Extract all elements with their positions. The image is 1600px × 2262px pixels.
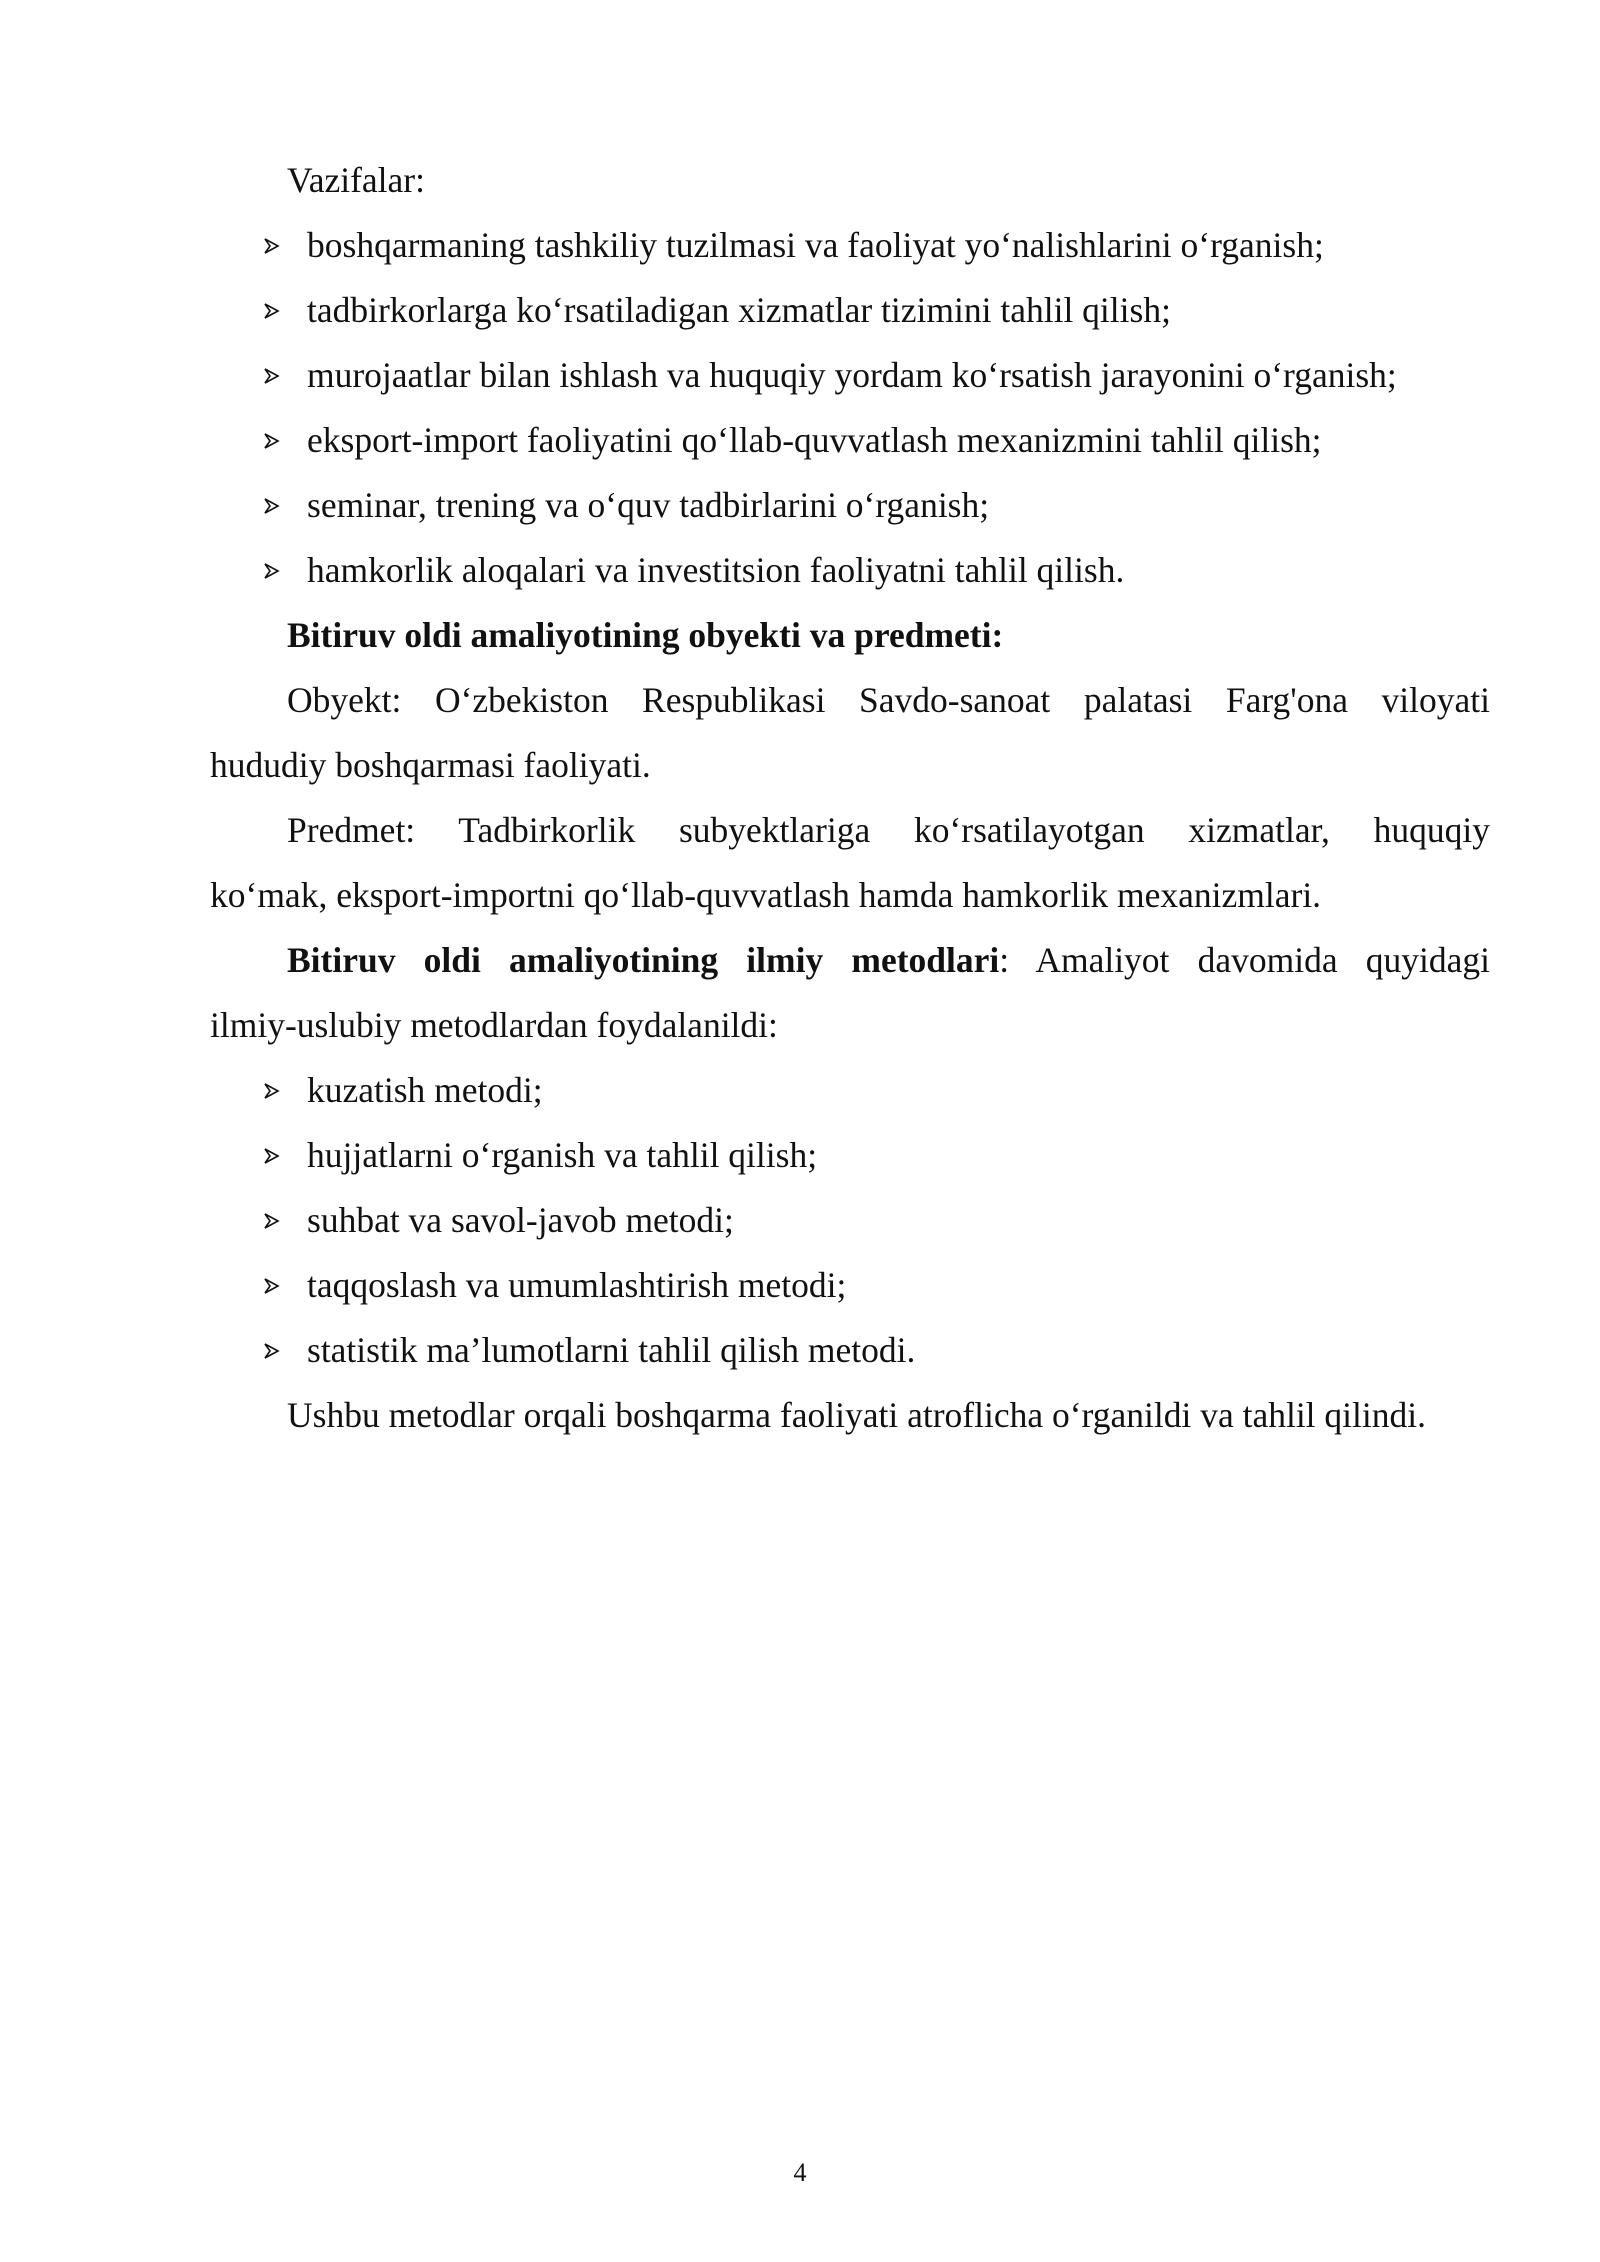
list-item	[210, 213, 1490, 278]
list-item-text: murojaatlar bilan ishlash va huquqiy yordam ko‘rsatish jarayonini o‘rganish;	[307, 355, 1397, 395]
list-item-text: statistik ma’lumotlarni tahlil qilish metodi.	[307, 1330, 916, 1370]
object-line-1: Obyekt: O‘zbekiston Respublikasi Savdo-sanoat palatasi Farg'ona viloyati	[287, 680, 1490, 720]
list-item-text: suhbat va savol-javob metodi;	[307, 1200, 734, 1240]
methods-list	[210, 1058, 1490, 1383]
list-item-text: seminar, trening va o‘quv tadbirlarini o‘rganish;	[307, 485, 990, 525]
arrowhead-bullet-icon	[258, 538, 284, 603]
document-body	[210, 148, 1490, 1448]
page-number: 4	[793, 2158, 807, 2187]
arrowhead-bullet-icon	[258, 1188, 284, 1253]
arrowhead-bullet-icon	[258, 343, 284, 408]
list-item	[210, 1253, 1490, 1318]
list-item-text: hujjatlarni o‘rganish va tahlil qilish;	[307, 1135, 818, 1175]
list-item-text: boshqarmaning tashkiliy tuzilmasi va faoliyat yo‘nalishlarini o‘rganish;	[307, 225, 1324, 265]
list-item	[210, 473, 1490, 538]
list-item	[210, 1318, 1490, 1383]
list-item	[210, 1123, 1490, 1188]
object-subject-heading: Bitiruv oldi amaliyotining obyekti va predmeti:	[287, 615, 1004, 655]
arrowhead-bullet-icon	[258, 1253, 284, 1318]
tasks-heading: Vazifalar:	[287, 160, 425, 200]
conclusion: Ushbu metodlar orqali boshqarma faoliyati atroflicha o‘rganildi va tahlil qilindi.	[287, 1395, 1426, 1435]
arrowhead-bullet-icon	[258, 1123, 284, 1188]
list-item-text: kuzatish metodi;	[307, 1070, 543, 1110]
arrowhead-bullet-icon	[258, 278, 284, 343]
arrowhead-bullet-icon	[258, 1318, 284, 1383]
arrowhead-bullet-icon	[258, 213, 284, 278]
list-item	[210, 538, 1490, 603]
list-item	[210, 1058, 1490, 1123]
list-item-text: tadbirkorlarga ko‘rsatiladigan xizmatlar tizimini tahlil qilish;	[307, 290, 1171, 330]
object-line-2: hududiy boshqarmasi faoliyati.	[210, 745, 651, 785]
list-item	[210, 343, 1490, 408]
subject-line-1: Predmet: Tadbirkorlik subyektlariga ko‘rsatilayotgan xizmatlar, huquqiy	[287, 810, 1490, 850]
arrowhead-bullet-icon	[258, 408, 284, 473]
list-item-text: hamkorlik aloqalari va investitsion faoliyatni tahlil qilish.	[307, 550, 1125, 590]
list-item	[210, 1188, 1490, 1253]
tasks-list	[210, 213, 1490, 603]
list-item-text: eksport-import faoliyatini qo‘llab-quvvatlash mexanizmini tahlil qilish;	[307, 420, 1322, 460]
list-item-text: taqqoslash va umumlashtirish metodi;	[307, 1265, 847, 1305]
methods-intro-line-1	[210, 928, 1490, 993]
methods-intro-text: : Amaliyot davomida quyidagi	[999, 940, 1490, 980]
arrowhead-bullet-icon	[258, 473, 284, 538]
list-item	[210, 278, 1490, 343]
list-item	[210, 408, 1490, 473]
subject-line-2: ko‘mak, eksport-importni qo‘llab-quvvatlash hamda hamkorlik mexanizmlari.	[210, 875, 1322, 915]
methods-heading: Bitiruv oldi amaliyotining ilmiy metodlari	[287, 940, 1000, 980]
methods-intro-line-2: ilmiy-uslubiy metodlardan foydalanildi:	[210, 1005, 778, 1045]
arrowhead-bullet-icon	[258, 1058, 284, 1123]
